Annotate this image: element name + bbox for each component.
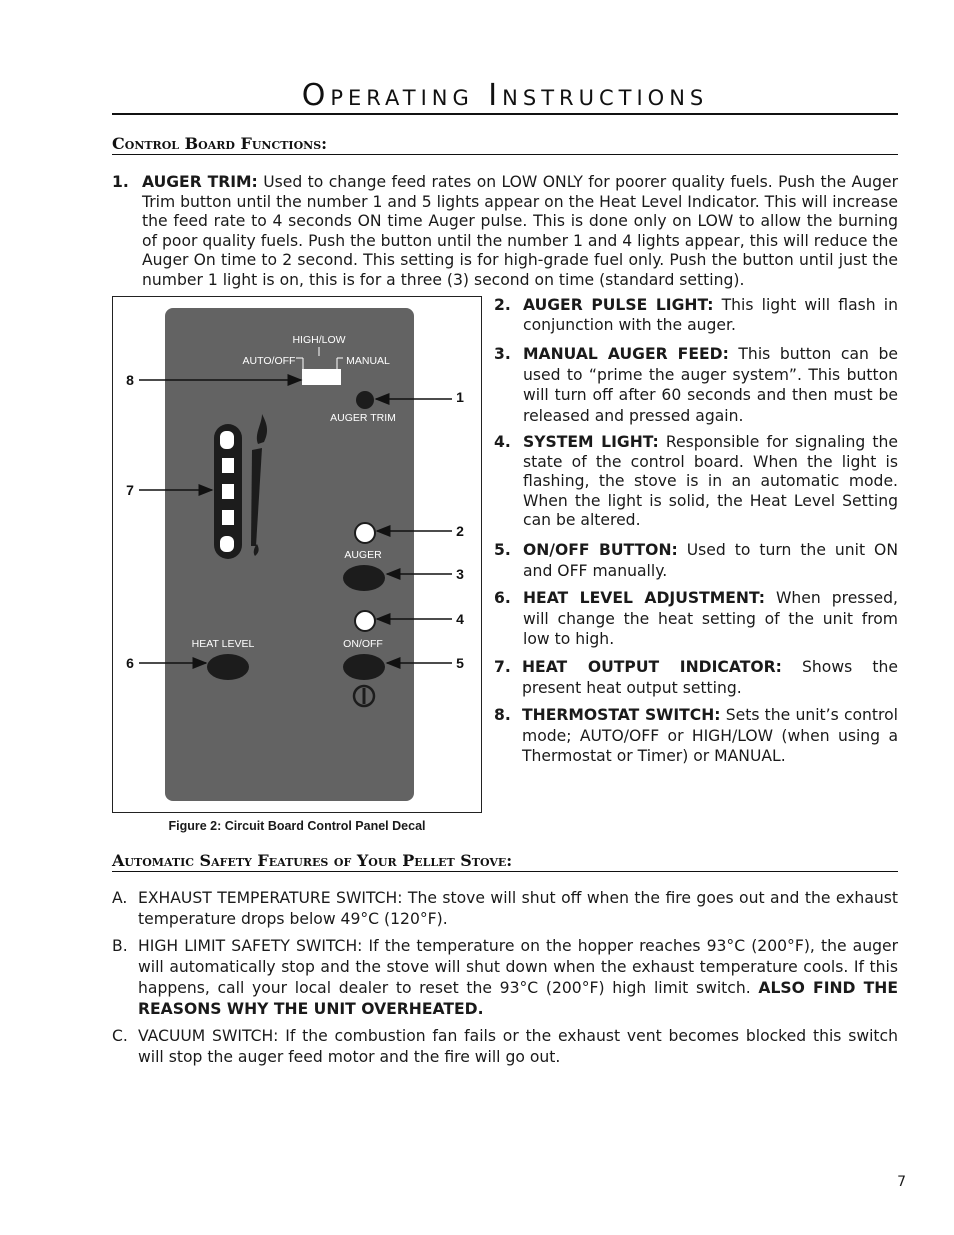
item-body bbox=[138, 888, 898, 930]
list-item-auger-pulse-light bbox=[494, 296, 898, 335]
item-body bbox=[523, 344, 898, 427]
item-text: This light will flash in conjunction with the auger. bbox=[523, 296, 899, 334]
item-body bbox=[523, 296, 898, 335]
section-rule-control-board bbox=[112, 154, 898, 155]
callout-2: 2 bbox=[456, 523, 464, 539]
list-item-manual-auger-feed bbox=[494, 344, 898, 427]
auger-trim-button[interactable] bbox=[356, 391, 374, 409]
callout-1: 1 bbox=[456, 389, 464, 405]
callout-8: 8 bbox=[126, 372, 134, 388]
item-body bbox=[523, 540, 898, 582]
heat-light-2 bbox=[222, 510, 234, 525]
callout-7: 7 bbox=[126, 482, 134, 498]
item-number: 4. bbox=[494, 433, 511, 451]
item-body bbox=[522, 657, 898, 699]
list-item-on-off-button bbox=[494, 540, 898, 582]
item-text: Sets the unit’s control mode; AUTO/OFF or HIGH/LOW (when using a Thermostat or Timer) or MANUAL. bbox=[522, 706, 898, 765]
item-body bbox=[523, 588, 898, 650]
item-text: When pressed, will change the heat setting of the unit from low to high. bbox=[523, 589, 898, 648]
item-text: VACUUM SWITCH: If the combustion fan fails or the exhaust vent becomes blocked this switch will stop the auger feed motor and the fire will go out. bbox=[138, 1027, 898, 1066]
item-body bbox=[523, 433, 898, 531]
page-number: 7 bbox=[897, 1174, 906, 1190]
system-light bbox=[355, 611, 375, 631]
callout-5: 5 bbox=[456, 655, 464, 671]
list-item-heat-level-adjustment bbox=[494, 588, 898, 650]
item-number: 1. bbox=[112, 173, 129, 191]
item-letter: B. bbox=[112, 937, 128, 955]
label-auto-off: AUTO/OFF bbox=[242, 355, 296, 367]
item-number: 8. bbox=[494, 706, 511, 724]
item-text: EXHAUST TEMPERATURE SWITCH: The stove will shut off when the fire goes out and the exhaust temperature drops below 49°C (120°F). bbox=[138, 889, 898, 928]
item-label: SYSTEM LIGHT: bbox=[523, 433, 659, 451]
label-heat-level: HEAT LEVEL bbox=[191, 638, 255, 650]
thermostat-switch[interactable] bbox=[302, 369, 341, 385]
item-text: Used to change feed rates on LOW ONLY for poorer quality fuels. Push the Auger Trim button until the number 1 and 5 lights appear on the Heat Level Indicator. This will increase the feed rate to 4 seconds ON time Auger pulse. This is done only on LOW to allow the burning of poor quality fuels. Push the button until the number 1 and 4 lights appear, this will reduce the Auger On time to 2 second. This setting is for high-grade fuel only. Push the button until just the number 1 light is on, this is for a three (3) second on time (standard setting). bbox=[142, 173, 898, 289]
item-label: ON/OFF BUTTON: bbox=[523, 541, 678, 559]
item-body bbox=[138, 1026, 898, 1068]
list-item-thermostat-switch bbox=[494, 705, 898, 767]
label-high-low: HIGH/LOW bbox=[292, 334, 346, 346]
item-label: HEAT LEVEL ADJUSTMENT: bbox=[523, 589, 765, 607]
item-label: MANUAL AUGER FEED: bbox=[523, 345, 729, 363]
section-heading-safety-features: Automatic Safety Features of Your Pellet Stove: bbox=[112, 851, 513, 870]
list-item-auger-trim bbox=[112, 173, 898, 291]
item-letter: A. bbox=[112, 889, 128, 907]
label-manual: MANUAL bbox=[346, 355, 390, 367]
item-label: AUGER TRIM: bbox=[142, 173, 258, 191]
item-label: AUGER PULSE LIGHT: bbox=[523, 296, 714, 314]
title-rule bbox=[112, 113, 898, 115]
section-heading-control-board: Control Board Functions: bbox=[112, 134, 328, 153]
item-body bbox=[142, 173, 898, 291]
figure-frame bbox=[112, 296, 482, 813]
heat-light-3 bbox=[222, 484, 234, 499]
item-text: Responsible for signaling the state of the control board. When the light is flashing, the stove is in an automatic mode. When the light is solid, the Heat Level Setting can be altered. bbox=[523, 433, 898, 530]
list-item-heat-output-indicator bbox=[494, 657, 898, 699]
label-auger-trim: AUGER TRIM bbox=[330, 412, 396, 424]
list-item-vacuum-switch bbox=[112, 1026, 898, 1068]
figure-caption: Figure 2: Circuit Board Control Panel Decal bbox=[168, 819, 426, 833]
section-rule-safety-features bbox=[112, 871, 898, 872]
item-text: HIGH LIMIT SAFETY SWITCH: If the temperature on the hopper reaches 93°C (200°F), the auger will automatically stop and the stove will shut down when the exhaust temperature cools. If this happens, call your local dealer to reset the 93°C (200°F) high limit switch. bbox=[138, 937, 898, 997]
item-text: Used to turn the unit ON and OFF manually. bbox=[523, 541, 899, 580]
control-panel-decal bbox=[112, 296, 482, 813]
heat-light-1 bbox=[220, 536, 234, 552]
item-label: HEAT OUTPUT INDICATOR: bbox=[522, 658, 782, 676]
label-on-off: ON/OFF bbox=[343, 638, 383, 650]
item-letter: C. bbox=[112, 1027, 128, 1045]
page-title: Operating Instructions bbox=[301, 78, 709, 113]
heat-light-4 bbox=[222, 458, 234, 473]
item-text: Shows the present heat output setting. bbox=[522, 658, 898, 697]
item-number: 3. bbox=[494, 345, 511, 363]
on-off-button[interactable] bbox=[343, 654, 385, 680]
callout-4: 4 bbox=[456, 611, 464, 627]
manual-auger-feed-button[interactable] bbox=[343, 565, 385, 591]
heat-level-button[interactable] bbox=[207, 654, 249, 680]
heat-light-5 bbox=[220, 431, 234, 449]
item-number: 6. bbox=[494, 589, 511, 607]
item-text: This button can be used to “prime the auger system”. This button will turn off after 60 seconds and then must be released and pressed again. bbox=[523, 345, 898, 426]
callout-6: 6 bbox=[126, 655, 134, 671]
item-body bbox=[138, 936, 898, 1020]
callout-3: 3 bbox=[456, 566, 464, 582]
item-number: 7. bbox=[494, 658, 511, 676]
item-number: 5. bbox=[494, 541, 511, 559]
item-label: THERMOSTAT SWITCH: bbox=[522, 706, 721, 724]
list-item-exhaust-temperature-switch bbox=[112, 888, 898, 930]
label-auger: AUGER bbox=[344, 549, 382, 561]
item-bold-text: ALSO FIND THE REASONS WHY THE UNIT OVERHEATED. bbox=[138, 979, 899, 1018]
list-item-high-limit-safety-switch bbox=[112, 936, 898, 1020]
auger-pulse-light bbox=[355, 523, 375, 543]
list-item-system-light bbox=[494, 433, 898, 531]
item-number: 2. bbox=[494, 296, 511, 314]
item-body bbox=[522, 705, 898, 767]
